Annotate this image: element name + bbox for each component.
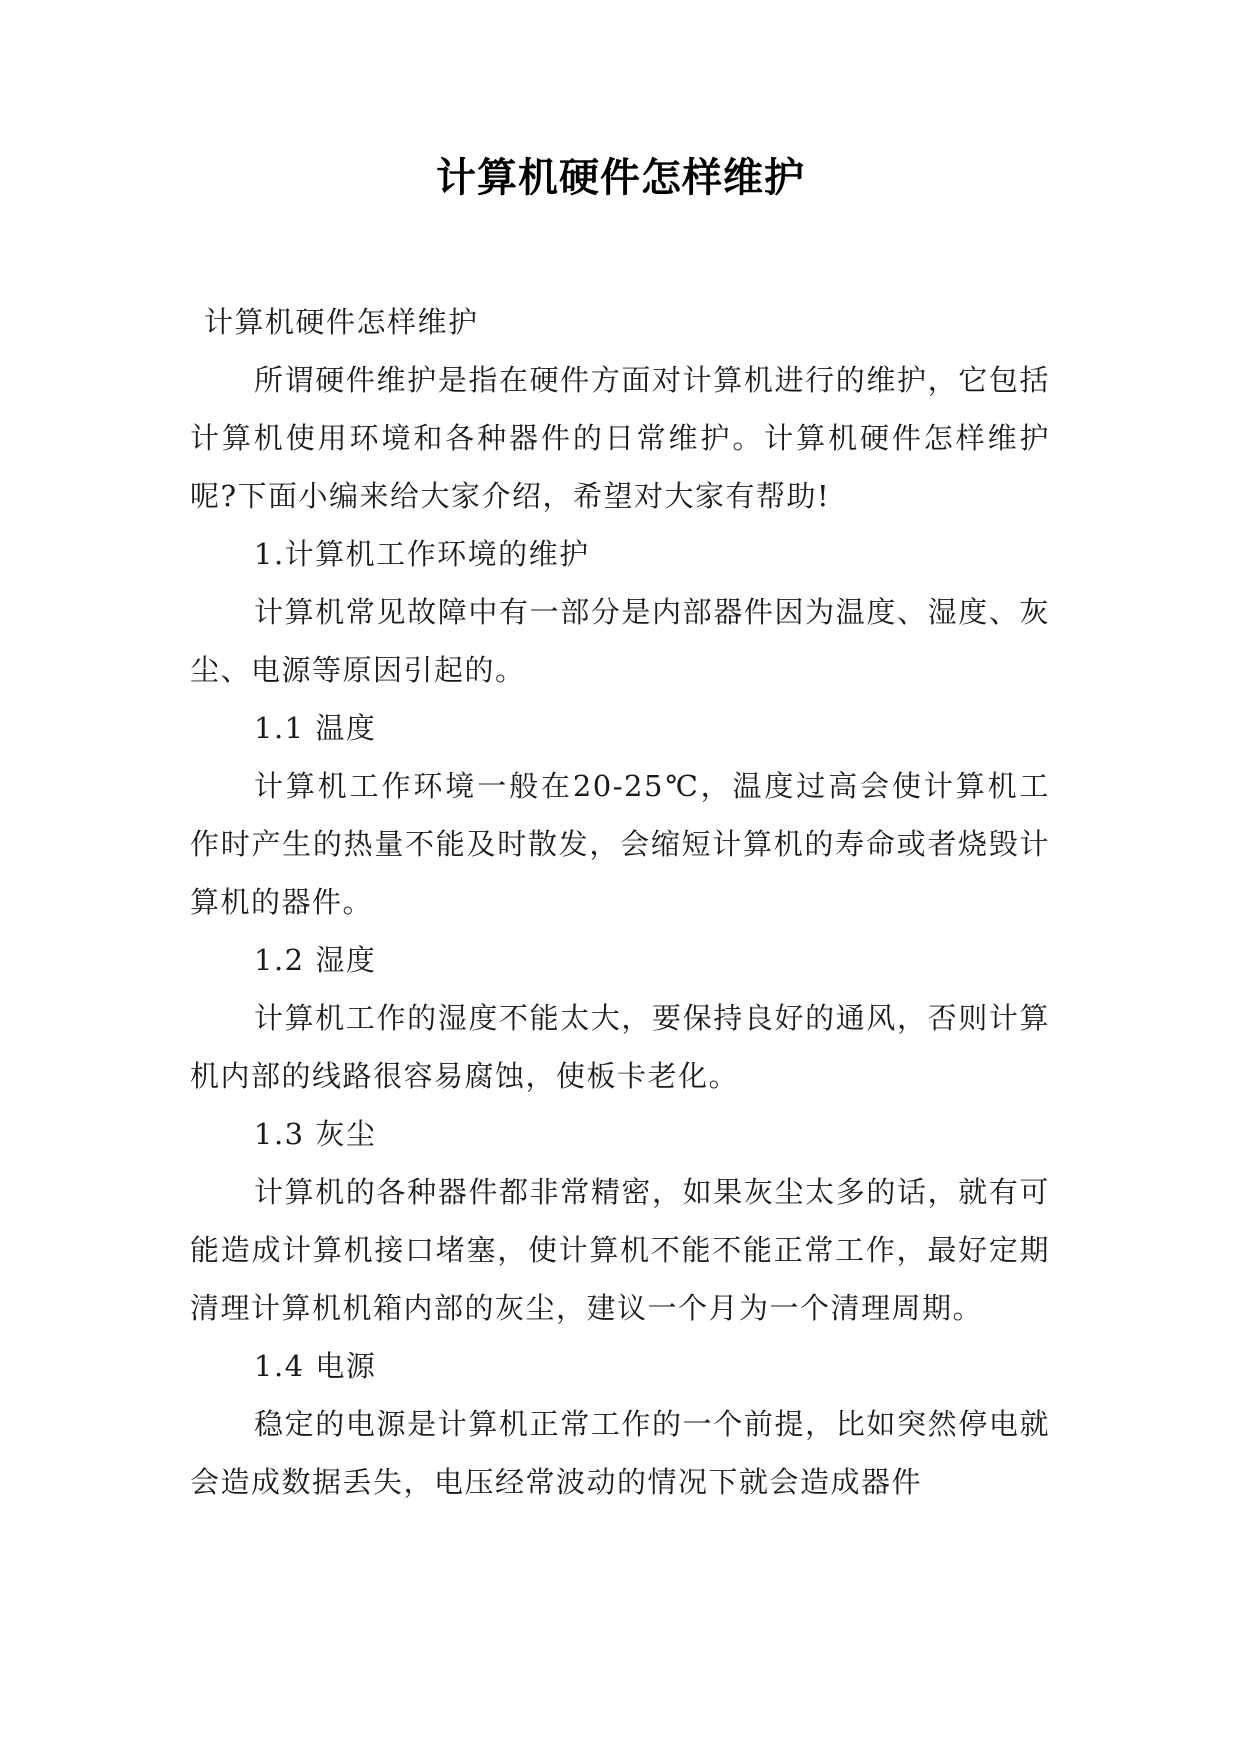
body-paragraph: 计算机常见故障中有一部分是内部器件因为温度、湿度、灰尘、电源等原因引起的。 [190,595,1050,687]
intro-paragraph: 所谓硬件维护是指在硬件方面对计算机进行的维护，它包括计算机使用环境和各种器件的日常维护。计算机硬件怎样维护呢?下面小编来给大家介绍，希望对大家有帮助! [190,363,1050,513]
body-paragraph: 计算机工作环境一般在20-25℃，温度过高会使计算机工作时产生的热量不能及时散发，会缩短计算机的寿命或者烧毁计算机的器件。 [190,769,1050,919]
document-title: 计算机硬件怎样维护 [436,155,805,201]
document-body [190,293,1050,1511]
subtitle-paragraph: 计算机硬件怎样维护 [204,305,479,339]
body-paragraph: 稳定的电源是计算机正常工作的一个前提，比如突然停电就会造成数据丢失，电压经常波动的情况下就会造成器件 [190,1407,1050,1499]
body-paragraph: 计算机的各种器件都非常精密，如果灰尘太多的话，就有可能造成计算机接口堵塞，使计算机不能不能正常工作，最好定期清理计算机机箱内部的灰尘，建议一个月为一个清理周期。 [190,1175,1050,1325]
subsection-heading: 1.1 温度 [254,711,377,745]
section-heading: 1.计算机工作环境的维护 [254,537,590,571]
body-paragraph: 计算机工作的湿度不能太大，要保持良好的通风，否则计算机内部的线路很容易腐蚀，使板卡老化。 [190,1001,1050,1093]
subsection-heading: 1.4 电源 [254,1349,377,1383]
subsection-heading: 1.2 湿度 [254,943,377,977]
subsection-heading: 1.3 灰尘 [254,1117,377,1151]
